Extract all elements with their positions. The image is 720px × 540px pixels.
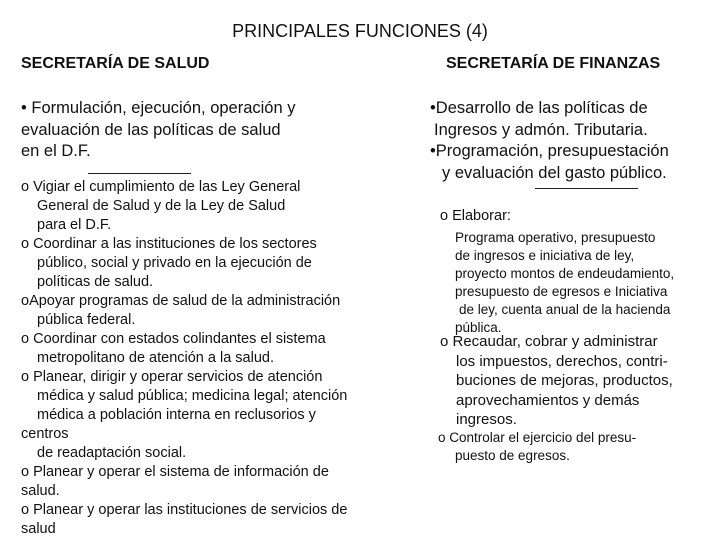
list-item: salud	[21, 521, 56, 537]
list-item: o Recaudar, cobrar y administrar	[440, 333, 658, 350]
list-item: oApoyar programas de salud de la administración	[21, 293, 341, 309]
salud-intro	[21, 98, 296, 163]
finanzas-elaborar: o Elaborar:	[440, 208, 511, 224]
list-item: médica a población interna en reclusorios y	[37, 407, 316, 423]
salud-heading: SECRETARÍA DE SALUD	[21, 55, 210, 72]
finanzas-intro-line: •Desarrollo de las políticas de	[430, 99, 648, 117]
list-item: de readaptación social.	[37, 445, 187, 461]
list-item: centros	[21, 426, 69, 442]
list-item: para el D.F.	[37, 217, 112, 233]
finanzas-elaborar-detail	[455, 229, 674, 337]
list-item: proyecto montos de endeudamiento,	[455, 266, 675, 281]
list-item: aprovechamientos y demás	[456, 391, 640, 409]
salud-intro-line: evaluación de las políticas de salud	[21, 120, 281, 139]
list-item: médica y salud pública; medicina legal; atención	[37, 388, 348, 404]
list-item: buciones de mejoras, productos,	[456, 372, 673, 389]
finanzas-controlar	[438, 429, 636, 465]
salud-functions-list	[21, 178, 347, 539]
page-title: PRINCIPALES FUNCIONES (4)	[232, 21, 488, 41]
list-item: de ingresos e iniciativa de ley,	[455, 248, 635, 263]
list-item: o Vigiar el cumplimiento de las Ley General	[21, 179, 301, 195]
list-item: o Planear y operar el sistema de información de	[21, 464, 329, 480]
list-item: de ley, cuenta anual de la hacienda	[459, 302, 671, 317]
list-item: o Coordinar a las instituciones de los sectores	[21, 236, 317, 252]
salud-intro-line: • Formulación, ejecución, operación y	[21, 99, 296, 117]
list-item: pública federal.	[37, 312, 136, 328]
finanzas-recaudar	[440, 332, 673, 430]
list-item: o Coordinar con estados colindantes el sistema	[21, 331, 326, 347]
list-item: metropolitano de atención a la salud.	[37, 350, 274, 366]
finanzas-divider	[535, 188, 638, 189]
list-item: los impuestos, derechos, contri-	[456, 352, 668, 370]
list-item: Programa operativo, presupuesto	[455, 230, 656, 245]
finanzas-heading: SECRETARÍA DE FINANZAS	[446, 55, 661, 72]
finanzas-intro-line: y evaluación del gasto público.	[442, 163, 667, 182]
finanzas-intro-line: •Programación, presupuestación	[430, 142, 669, 160]
list-item: presupuesto de egresos e Iniciativa	[455, 284, 668, 299]
list-item: salud.	[21, 483, 60, 499]
salud-divider	[88, 173, 191, 174]
list-item: pública.	[455, 320, 502, 335]
list-item: o Planear, dirigir y operar servicios de atención	[21, 369, 323, 385]
salud-intro-line: en el D.F.	[21, 142, 91, 160]
list-item: políticas de salud.	[37, 274, 154, 290]
finanzas-intro	[430, 98, 669, 184]
list-item: o Controlar el ejercicio del presu-	[438, 430, 637, 445]
list-item: público, social y privado en la ejecución de	[37, 255, 312, 271]
finanzas-intro-line: Ingresos y admón. Tributaria.	[434, 120, 648, 139]
list-item: ingresos.	[456, 411, 517, 428]
list-item: puesto de egresos.	[455, 448, 570, 463]
list-item: General de Salud y de la Ley de Salud	[37, 198, 286, 214]
list-item: o Planear y operar las instituciones de servicios de	[21, 502, 348, 518]
